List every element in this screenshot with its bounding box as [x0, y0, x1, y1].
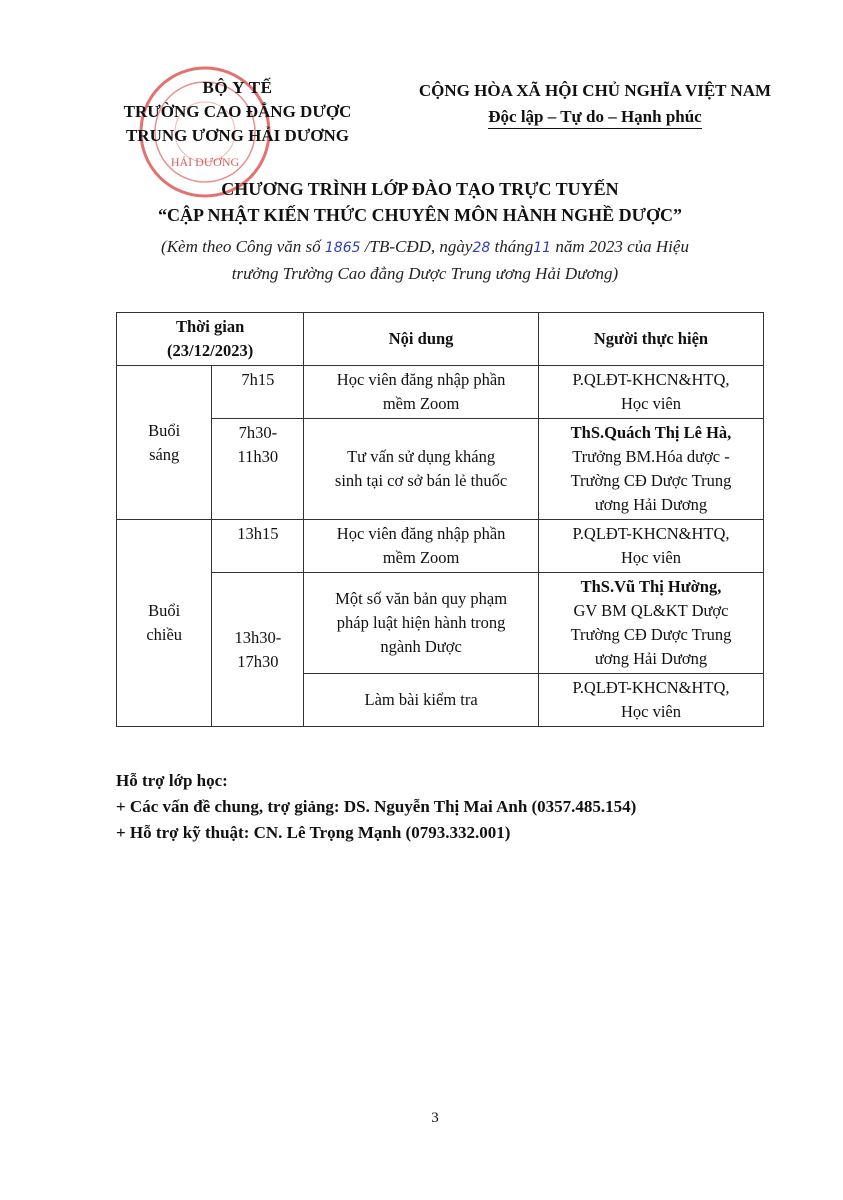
table-header-row	[117, 313, 764, 366]
header-time: Thời gian (23/12/2023)	[117, 313, 304, 366]
table-row	[117, 573, 764, 674]
table-row	[117, 520, 764, 573]
performer-cell: ThS.Quách Thị Lê Hà, Trưởng BM.Hóa dược - Trường CĐ Dược Trung ương Hải Dương	[538, 419, 763, 520]
header-performer: Người thực hiện	[538, 313, 763, 366]
school-name-line2: TRUNG ƯƠNG HẢI DƯƠNG	[125, 126, 350, 145]
support-heading: Hỗ trợ lớp học:	[116, 771, 228, 790]
national-header	[385, 78, 805, 130]
lecturer-name: ThS.Quách Thị Lê Hà,	[570, 423, 732, 442]
performer-cell: P.QLĐT-KHCN&HTQ, Học viên	[538, 674, 763, 727]
subtitle-part4: năm 2023 của Hiệu	[551, 237, 689, 256]
handwritten-doc-number: 1865	[324, 240, 361, 256]
issuer-header	[100, 76, 375, 148]
performer-cell: P.QLĐT-KHCN&HTQ, Học viên	[538, 520, 763, 573]
content-cell: Học viên đăng nhập phần mềm Zoom	[304, 366, 539, 419]
content-cell: Một số văn bản quy phạm pháp luật hiện hành trong ngành Dược	[304, 573, 539, 674]
schedule-table	[116, 312, 764, 727]
document-title	[60, 176, 780, 228]
period-afternoon: Buổi chiều	[117, 520, 212, 727]
support-technical: + Hỗ trợ kỹ thuật: CN. Lê Trọng Mạnh (0793.332.001)	[116, 823, 511, 842]
content-cell: Tư vấn sử dụng kháng sinh tại cơ sở bán lẻ thuốc	[304, 419, 539, 520]
header-content: Nội dung	[304, 313, 539, 366]
page-number: 3	[431, 1110, 439, 1126]
content-cell: Học viên đăng nhập phần mềm Zoom	[304, 520, 539, 573]
performer-cell: ThS.Vũ Thị Hường, GV BM QL&KT Dược Trường CĐ Dược Trung ương Hải Dương	[538, 573, 763, 674]
performer-cell: P.QLĐT-KHCN&HTQ, Học viên	[538, 366, 763, 419]
time-cell: 7h15	[212, 366, 304, 419]
class-support	[116, 768, 796, 846]
period-morning: Buổi sáng	[117, 366, 212, 520]
content-cell: Làm bài kiểm tra	[304, 674, 539, 727]
title-line2: “CẬP NHẬT KIẾN THỨC CHUYÊN MÔN HÀNH NGHỀ DƯỢC”	[157, 205, 683, 225]
title-line1: CHƯƠNG TRÌNH LỚP ĐÀO TẠO TRỰC TUYẾN	[221, 179, 619, 199]
time-cell: 7h30- 11h30	[212, 419, 304, 520]
ministry-name: BỘ Y TẾ	[202, 78, 273, 97]
school-name-line1: TRƯỜNG CAO ĐẲNG DƯỢC	[123, 102, 352, 121]
document-subtitle	[95, 234, 755, 287]
subtitle-part3: tháng	[490, 237, 534, 256]
country-name: CỘNG HÒA XÃ HỘI CHỦ NGHĨA VIỆT NAM	[418, 81, 772, 100]
time-cell: 13h30- 17h30	[212, 573, 304, 727]
subtitle-part2: /TB-CĐD, ngày	[360, 237, 473, 256]
national-motto: Độc lập – Tự do – Hạnh phúc	[488, 106, 701, 129]
seal-text: HẢI DƯƠNG	[170, 155, 240, 169]
lecturer-name: ThS.Vũ Thị Hường,	[580, 577, 722, 596]
handwritten-day: 28	[472, 240, 491, 256]
time-cell: 13h15	[212, 520, 304, 573]
table-row	[117, 366, 764, 419]
subtitle-part1: (Kèm theo Công văn số	[161, 237, 325, 256]
support-general: + Các vấn đề chung, trợ giảng: DS. Nguyễn Thị Mai Anh (0357.485.154)	[116, 797, 637, 816]
subtitle-line2: trưởng Trường Cao đẳng Dược Trung ương Hải Dương)	[231, 264, 619, 283]
table-row	[117, 419, 764, 520]
handwritten-month: 11	[533, 240, 552, 256]
